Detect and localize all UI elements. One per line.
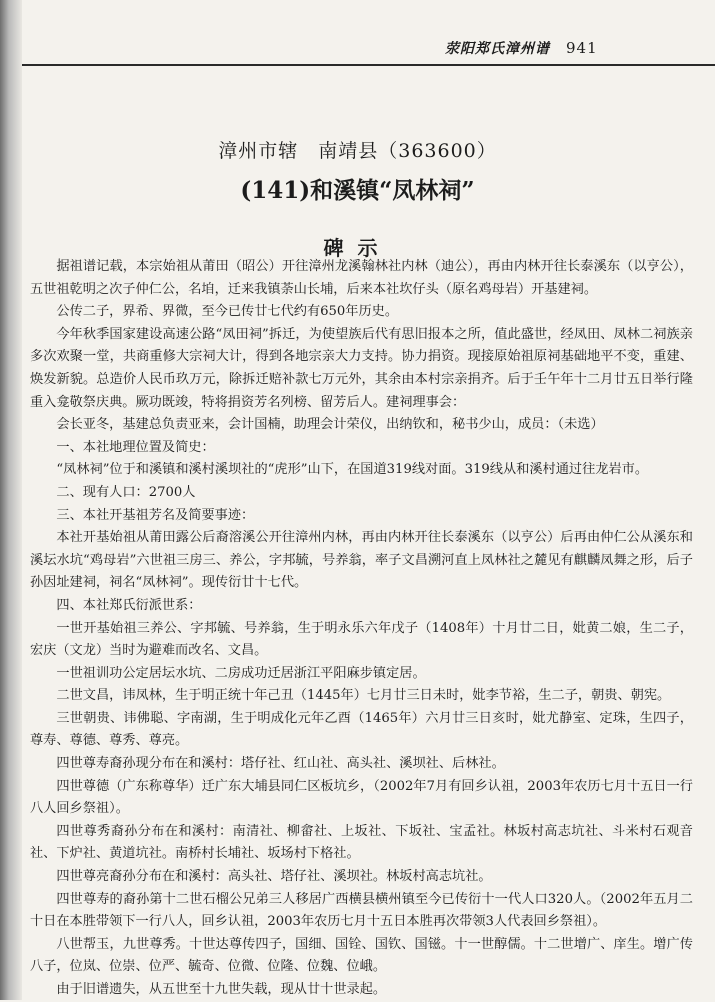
paragraph: 四世尊亮裔孙分布在和溪村：高头社、塔仔社、溪坝社。林坂村高志坑社。 [56,869,492,885]
paragraph: 由于旧谱遗失，从五世至十九世失载，现从廿十世录起。 [56,982,387,997]
paragraph: 四世尊寿的裔孙第十二世石榴公兄弟三人移居广西横县横州镇至今已传衍十一代人口320人。（2002年五月二十日在本胜带领下一行八人，回乡认祖，2003年农历七月十五日本胜再次带领3人代表回乡祭祖）。 [30,891,693,930]
section-title: 碑示 [323,236,392,260]
paragraph: 八世帮玉，九世尊秀。十世达尊传四子，国细、国铨、国钦、国镃。十一世醇儒。十二世增广、庠生。增广传八子，位岚、位崇、位严、毓奇、位微、位隆、位魏、位峨。 [30,936,693,975]
paragraph: 一、本社地理位置及简史： [56,439,215,455]
paragraph: 四、本社郑氏衍派世系： [56,597,202,613]
paragraph: 据祖谱记载，本宗始祖从莆田（昭公）开往漳州龙溪翰林社内林（迪公），再由内林开往长泰溪东（以亨公），五世祖乾明之次子仲仁公，名垍，迁来我镇荼山长埔，后来本社坎仔头（原名鸡母岩）开基建祠。 [30,259,693,297]
paragraph: 公传二子，界希、界微，至今已传廿七代约有650年历史。 [56,304,399,320]
paragraph: 一世祖训功公定居坛水坑、二房成功迁居浙江平阳麻步镇定居。 [56,665,426,681]
page-number: 941 [566,39,598,57]
paragraph: 四世尊德（广东称尊华）迁广东大埔县同仁区板坑乡，（2002年7月有回乡认祖，2003年农历七月十五日一行八人回乡祭祖）。 [30,778,693,817]
paragraph: 四世尊寿裔孙现分布在和溪村：塔仔社、红山社、高头社、溪坝社、后林社。 [56,756,505,772]
paragraph: 三、本社开基祖芳名及简要事迹： [56,507,255,523]
document-title: (141)和溪镇“凤林祠” [240,177,475,204]
header-title: 荥阳郑氏漳州谱 [445,41,550,57]
paragraph: 三世朝贵、讳佛聪、字南湖，生于明成化元年乙酉（1465年）六月廿三日亥时，妣尤静室、定珠，生四子，尊寿、尊德、尊秀、尊亮。 [30,710,693,749]
paragraph: “凤林祠”位于和溪镇和溪村溪坝社的“虎形”山下，在国道319线对面。319线从和溪村通过往龙岩市。 [56,462,649,478]
paragraph: 四世尊秀裔孙分布在和溪村：南清社、柳畲社、上坂社、下坂社、宝孟社。林坂村高志坑社、斗米村石观音社、下炉社、黄道坑社。南桥村长埔社、坂场村下格社。 [30,823,693,862]
paragraph: 二世文昌，讳凤林，生于明正统十年己丑（1445年）七月廿三日未时，妣李节裕，生二子，朝贵、朝宪。 [56,688,671,704]
region-heading: 漳州市辖 南靖县（363600） [218,140,497,162]
paragraph: 一世开基始祖三养公、字邦毓、号养翁，生于明永乐六年戊子（1408年）十月廿二日，妣黄二娘，生二子，宏庆（文龙）当时为避难而改名、文昌。 [30,620,693,659]
header-rule [22,64,715,66]
paragraph: 二、现有人口：2700人 [56,484,196,500]
paragraph: 会长亚冬，基建总负责亚来，会计国楠，助理会计荣仪，出纳钦和，秘书少山，成员：（未选） [56,417,604,433]
paragraph: 今年秋季国家建设高速公路“凤田祠”拆迁，为使望族后代有思旧报本之所，值此盛世，经凤田、凤林二祠族亲多次欢聚一堂，共商重修大宗祠大计，得到各地宗亲大力支持。协力捐资。现接原始祖原祠基础地平不变，重建、焕发新貌。总造价人民币玖万元，除拆迁赔补款七万元外，其余由本村宗亲捐齐。后于壬午年十二月廿五日举行隆重入龛敬祭庆典。厥功既竣，特将捐资芳名列榜、留芳后人。建祠理事会： [30,326,693,410]
paragraph: 本社开基始祖从莆田露公后裔溶溪公开往漳州内林，再由内林开往长泰溪东（以亨公）后再由仲仁公从溪东和溪坛水坑“鸡母岩”六世祖三房三、养公，字邦毓，号养翁，率子文昌溯河直上凤林社之麓见有麒麟凤舞之形，后子孙因址建祠，祠名“凤林祠”。现传衍廿十七代。 [30,530,693,591]
running-header [445,38,703,60]
document-body [30,256,693,1002]
